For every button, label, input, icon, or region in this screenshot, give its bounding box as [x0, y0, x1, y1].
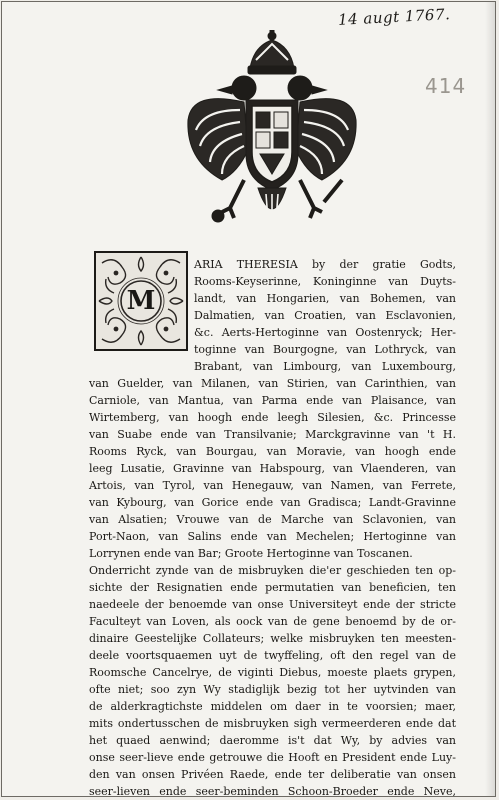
- text-line: Dalmatien, van Croatien, van Esclavonien,: [194, 309, 456, 322]
- decorated-initial: [94, 251, 188, 351]
- initial-letter-m: M: [126, 286, 156, 316]
- text-line: ofte niet; soo zyn Wy stadiglijk bezig tot her uytvinden van: [89, 683, 456, 696]
- text-line: Onderricht zynde van de misbruyken die'er geschieden ten op-: [89, 564, 456, 577]
- handwritten-date: 14 augt 1767.: [337, 5, 451, 29]
- text-line: Wirtemberg, van hoogh ende leegh Silesien, &c. Princesse: [89, 411, 456, 424]
- text-line: landt, van Hongarien, van Bohemen, van: [194, 292, 456, 305]
- text-line: Carniole, van Mantua, van Parma ende van Plaisance, van: [89, 394, 456, 407]
- text-line: Rooms Ryck, van Bourgau, van Moravie, van hoogh ende: [89, 445, 456, 458]
- text-line: onse seer-lieve ende getrouwe die Hooft en President ende Luy-: [89, 751, 456, 764]
- text-line: van Kybourg, van Gorice ende van Gradisca; Landt-Gravinne: [89, 496, 456, 509]
- text-line: ARIA THERESIA by der gratie Godts,: [194, 258, 456, 271]
- text-line: Roomsche Cancelrye, de viginti Diebus, moeste plaets grypen,: [89, 666, 456, 679]
- text-line: den van onsen Privéen Raede, ende ter deliberatie van onsen: [89, 768, 456, 781]
- text-line: Port-Naon, van Salins ende van Mechelen; Hertoginne van: [89, 530, 456, 543]
- text-line: het quaed aenwind; daeromme is't dat Wy, by advies van: [89, 734, 456, 747]
- text-line: sichte der Resignatien ende permutatien van beneficien, ten: [89, 581, 456, 594]
- text-line: mits ondertusschen de misbruyken sigh vermeerderen ende dat: [89, 717, 456, 730]
- text-line: deele voortsquaemen uyt de twyffeling, oft den regel van de: [89, 649, 456, 662]
- text-line: Faculteyt van Loven, als oock van de gene benoemd by de or-: [89, 615, 456, 628]
- imperial-eagle-crest: [182, 30, 362, 240]
- text-line: &c. Aerts-Hertoginne van Oostenryck; Her-: [194, 326, 456, 339]
- text-line: toginne van Bourgogne, van Lothryck, van: [194, 343, 456, 356]
- text-line: leeg Lusatie, Gravinne van Habspourg, van Vlaenderen, van: [89, 462, 456, 475]
- text-line: Lorrynen ende van Bar; Groote Hertoginne van Toscanen.: [89, 547, 413, 560]
- text-line: van Suabe ende van Transilvanie; Marckgravinne van 't H.: [89, 428, 456, 441]
- text-line: Artois, van Tyrol, van Henegauw, van Namen, van Ferrete,: [89, 479, 456, 492]
- text-line: van Alsatien; Vrouwe van de Marche van Sclavonien, van: [89, 513, 456, 526]
- document-page: [1, 1, 496, 797]
- text-line: Rooms-Keyserinne, Koninginne van Duyts-: [194, 275, 456, 288]
- text-line: van Guelder, van Milanen, van Stirien, van Carinthien, van: [89, 377, 456, 390]
- text-line: de alderkragtichste middelen om daer in te voorsien; maer,: [89, 700, 456, 713]
- text-line: seer-lieven ende seer-beminden Schoon-Broeder ende Neve,: [89, 785, 456, 797]
- text-line: naedeele der benoemde van onse Universiteyt ende der stricte: [89, 598, 456, 611]
- text-line: Brabant, van Limbourg, van Luxembourg,: [194, 360, 456, 373]
- text-line: dinaire Geestelijke Collateurs; welke misbruyken ten meesten-: [89, 632, 456, 645]
- page-number: 414: [425, 74, 467, 98]
